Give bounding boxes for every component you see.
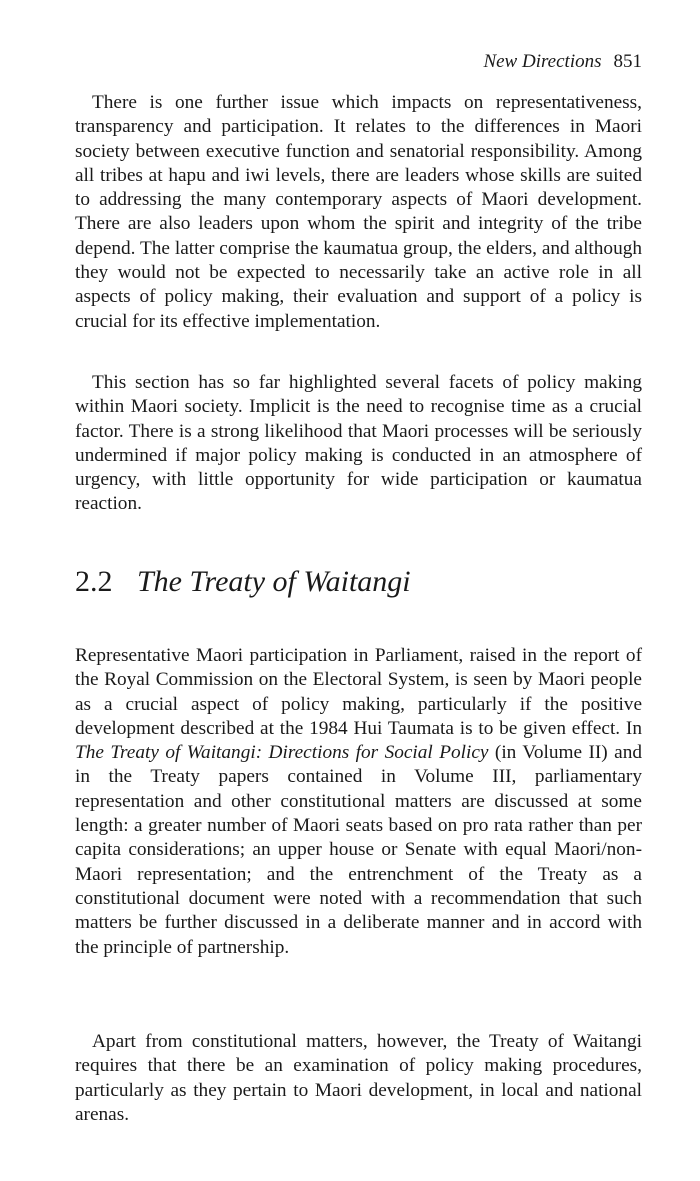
section-heading bbox=[75, 564, 411, 600]
section-number: 2.2 bbox=[75, 565, 113, 598]
running-head bbox=[483, 50, 642, 74]
paragraph-text: Representative Maori participation in Parliament, raised in the report of the Royal Commission on the Electoral System, is seen by Maori people as a crucial aspect of policy making, particularly if the positive development described at the 1984 Hui Taumata is to be given effect. In bbox=[75, 645, 642, 739]
page-number: 851 bbox=[613, 51, 642, 72]
paragraph-maori-representation bbox=[75, 644, 642, 960]
paragraph-text: (in Volume II) and in the Treaty papers contained in Volume III, parliamentary representation and other constitutional matters are discussed at some length: a greater number of Maori seats based on pro rata rather than per capita considerations; an upper house or Senate with equal Maori/non-Maori representation; and the entrenchment of the Treaty as a constitutional document were noted with a recommendation that such matters be further discussed in a deliberate manner and in accord with the principle of partnership. bbox=[75, 742, 642, 958]
paragraph-time-factor: This section has so far highlighted several facets of policy making within Maori society. Implicit is the need to recognise time as a crucial factor. There is a strong likelihood that Maori processes will be seriously undermined if major policy making is conducted in an atmosphere of urgency, with little opportunity for wide participation or kaumatua reaction. bbox=[75, 372, 642, 515]
running-head-title: New Directions bbox=[483, 51, 602, 72]
publication-title: The Treaty of Waitangi: Directions for Social Policy bbox=[75, 742, 489, 764]
section-title: The Treaty of Waitangi bbox=[137, 565, 411, 598]
paragraph-senatorial-responsibility: There is one further issue which impacts on representativeness, transparency and participation. It relates to the differences in Maori society between executive function and senatorial responsibility. Among all tribes at hapu and iwi levels, there are leaders whose skills are suited to addressing the many contemporary aspects of Maori development. There are also leaders upon whom the spirit and integrity of the tribe depend. The latter comprise the kaumatua group, the elders, and although they would not be expected to necessarily take an active role in all aspects of policy making, their evaluation and support of a policy is crucial for its effective implementation. bbox=[75, 92, 642, 332]
paragraph-policy-procedures: Apart from constitutional matters, however, the Treaty of Waitangi requires that there be an examination of policy making procedures, particularly as they pertain to Maori development, in local and national arenas. bbox=[75, 1031, 642, 1125]
